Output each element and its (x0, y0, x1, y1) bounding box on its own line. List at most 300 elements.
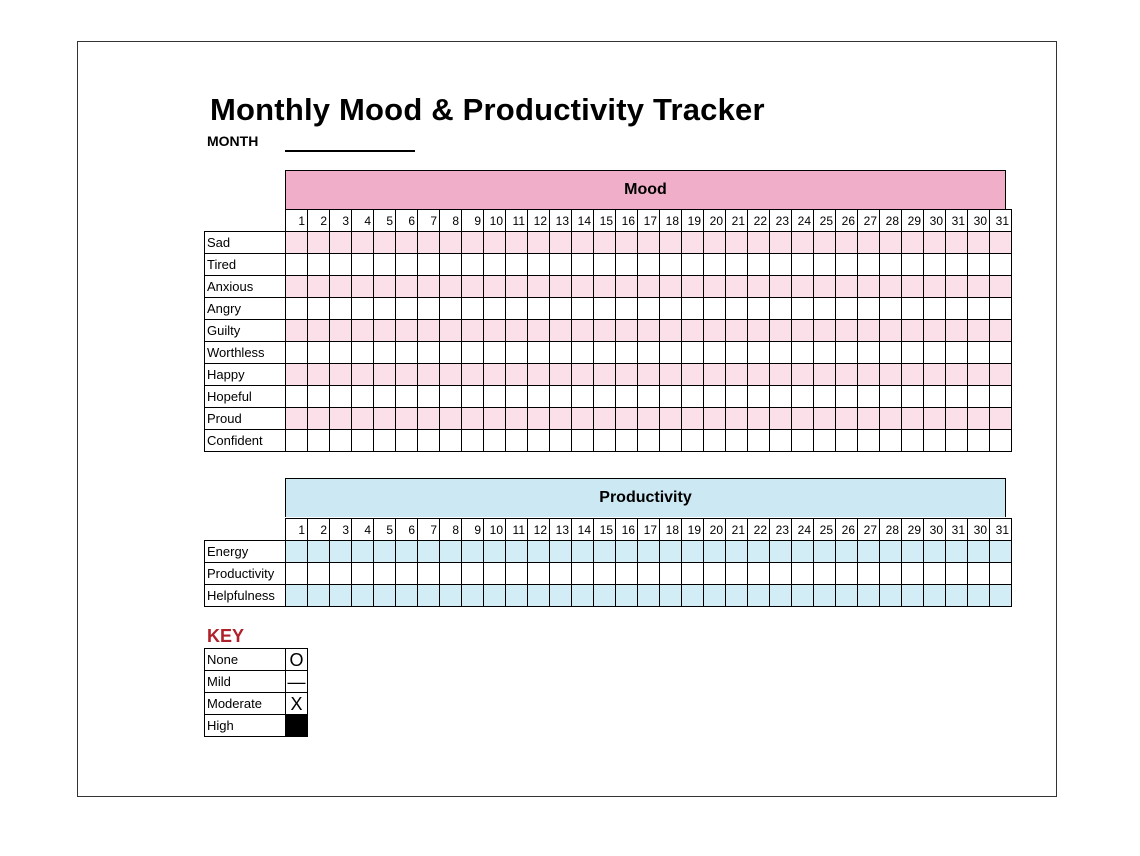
tracker-cell[interactable] (572, 386, 594, 408)
tracker-cell[interactable] (352, 342, 374, 364)
tracker-cell[interactable] (374, 563, 396, 585)
tracker-cell[interactable] (528, 541, 550, 563)
tracker-cell[interactable] (924, 276, 946, 298)
tracker-cell[interactable] (792, 585, 814, 607)
tracker-cell[interactable] (968, 364, 990, 386)
tracker-cell[interactable] (286, 430, 308, 452)
tracker-cell[interactable] (418, 585, 440, 607)
tracker-cell[interactable] (308, 298, 330, 320)
tracker-cell[interactable] (550, 342, 572, 364)
tracker-cell[interactable] (352, 408, 374, 430)
tracker-cell[interactable] (308, 232, 330, 254)
tracker-cell[interactable] (462, 276, 484, 298)
tracker-cell[interactable] (506, 541, 528, 563)
tracker-cell[interactable] (814, 408, 836, 430)
tracker-cell[interactable] (770, 541, 792, 563)
tracker-cell[interactable] (968, 232, 990, 254)
tracker-cell[interactable] (418, 342, 440, 364)
tracker-cell[interactable] (968, 585, 990, 607)
tracker-cell[interactable] (704, 541, 726, 563)
tracker-cell[interactable] (418, 232, 440, 254)
tracker-cell[interactable] (528, 364, 550, 386)
tracker-cell[interactable] (550, 364, 572, 386)
tracker-cell[interactable] (814, 541, 836, 563)
tracker-cell[interactable] (748, 320, 770, 342)
tracker-cell[interactable] (638, 320, 660, 342)
tracker-cell[interactable] (396, 320, 418, 342)
tracker-cell[interactable] (286, 541, 308, 563)
tracker-cell[interactable] (682, 585, 704, 607)
tracker-cell[interactable] (836, 364, 858, 386)
tracker-cell[interactable] (550, 563, 572, 585)
tracker-cell[interactable] (880, 408, 902, 430)
tracker-cell[interactable] (792, 232, 814, 254)
tracker-cell[interactable] (682, 276, 704, 298)
tracker-cell[interactable] (660, 320, 682, 342)
tracker-cell[interactable] (704, 430, 726, 452)
tracker-cell[interactable] (770, 298, 792, 320)
tracker-cell[interactable] (550, 276, 572, 298)
tracker-cell[interactable] (572, 254, 594, 276)
tracker-cell[interactable] (418, 254, 440, 276)
tracker-cell[interactable] (616, 585, 638, 607)
tracker-cell[interactable] (616, 430, 638, 452)
tracker-cell[interactable] (880, 276, 902, 298)
tracker-cell[interactable] (682, 232, 704, 254)
tracker-cell[interactable] (814, 563, 836, 585)
tracker-cell[interactable] (704, 563, 726, 585)
tracker-cell[interactable] (880, 342, 902, 364)
tracker-cell[interactable] (528, 232, 550, 254)
tracker-cell[interactable] (550, 298, 572, 320)
tracker-cell[interactable] (440, 563, 462, 585)
tracker-cell[interactable] (594, 254, 616, 276)
tracker-cell[interactable] (396, 563, 418, 585)
tracker-cell[interactable] (616, 386, 638, 408)
tracker-cell[interactable] (660, 232, 682, 254)
tracker-cell[interactable] (352, 430, 374, 452)
tracker-cell[interactable] (968, 563, 990, 585)
tracker-cell[interactable] (660, 386, 682, 408)
tracker-cell[interactable] (286, 585, 308, 607)
tracker-cell[interactable] (990, 541, 1012, 563)
tracker-cell[interactable] (572, 430, 594, 452)
tracker-cell[interactable] (286, 276, 308, 298)
tracker-cell[interactable] (462, 563, 484, 585)
tracker-cell[interactable] (902, 254, 924, 276)
tracker-cell[interactable] (880, 232, 902, 254)
tracker-cell[interactable] (902, 430, 924, 452)
tracker-cell[interactable] (506, 408, 528, 430)
tracker-cell[interactable] (946, 430, 968, 452)
tracker-cell[interactable] (660, 585, 682, 607)
tracker-cell[interactable] (396, 430, 418, 452)
tracker-cell[interactable] (902, 276, 924, 298)
tracker-cell[interactable] (484, 254, 506, 276)
tracker-cell[interactable] (682, 254, 704, 276)
tracker-cell[interactable] (726, 276, 748, 298)
tracker-cell[interactable] (748, 386, 770, 408)
tracker-cell[interactable] (330, 585, 352, 607)
tracker-cell[interactable] (770, 342, 792, 364)
tracker-cell[interactable] (616, 276, 638, 298)
tracker-cell[interactable] (308, 320, 330, 342)
tracker-cell[interactable] (572, 563, 594, 585)
tracker-cell[interactable] (946, 386, 968, 408)
tracker-cell[interactable] (462, 541, 484, 563)
tracker-cell[interactable] (858, 430, 880, 452)
tracker-cell[interactable] (990, 232, 1012, 254)
tracker-cell[interactable] (792, 320, 814, 342)
tracker-cell[interactable] (550, 232, 572, 254)
tracker-cell[interactable] (770, 276, 792, 298)
tracker-cell[interactable] (858, 320, 880, 342)
tracker-cell[interactable] (396, 364, 418, 386)
tracker-cell[interactable] (352, 232, 374, 254)
tracker-cell[interactable] (330, 386, 352, 408)
tracker-cell[interactable] (726, 563, 748, 585)
tracker-cell[interactable] (704, 232, 726, 254)
tracker-cell[interactable] (528, 342, 550, 364)
tracker-cell[interactable] (968, 342, 990, 364)
tracker-cell[interactable] (880, 430, 902, 452)
tracker-cell[interactable] (352, 541, 374, 563)
tracker-cell[interactable] (440, 298, 462, 320)
tracker-cell[interactable] (924, 254, 946, 276)
tracker-cell[interactable] (858, 276, 880, 298)
tracker-cell[interactable] (726, 364, 748, 386)
tracker-cell[interactable] (858, 541, 880, 563)
tracker-cell[interactable] (572, 408, 594, 430)
tracker-cell[interactable] (770, 430, 792, 452)
tracker-cell[interactable] (946, 364, 968, 386)
tracker-cell[interactable] (792, 276, 814, 298)
tracker-cell[interactable] (484, 364, 506, 386)
tracker-cell[interactable] (836, 386, 858, 408)
tracker-cell[interactable] (660, 541, 682, 563)
tracker-cell[interactable] (924, 408, 946, 430)
tracker-cell[interactable] (902, 298, 924, 320)
tracker-cell[interactable] (330, 364, 352, 386)
tracker-cell[interactable] (814, 364, 836, 386)
tracker-cell[interactable] (726, 254, 748, 276)
tracker-cell[interactable] (462, 364, 484, 386)
tracker-cell[interactable] (836, 342, 858, 364)
tracker-cell[interactable] (682, 408, 704, 430)
tracker-cell[interactable] (814, 430, 836, 452)
tracker-cell[interactable] (506, 430, 528, 452)
tracker-cell[interactable] (374, 276, 396, 298)
tracker-cell[interactable] (616, 342, 638, 364)
tracker-cell[interactable] (484, 430, 506, 452)
tracker-cell[interactable] (638, 254, 660, 276)
tracker-cell[interactable] (836, 541, 858, 563)
tracker-cell[interactable] (858, 563, 880, 585)
tracker-cell[interactable] (770, 320, 792, 342)
tracker-cell[interactable] (550, 430, 572, 452)
tracker-cell[interactable] (462, 320, 484, 342)
tracker-cell[interactable] (550, 320, 572, 342)
tracker-cell[interactable] (682, 364, 704, 386)
tracker-cell[interactable] (726, 386, 748, 408)
tracker-cell[interactable] (858, 254, 880, 276)
tracker-cell[interactable] (616, 408, 638, 430)
tracker-cell[interactable] (594, 430, 616, 452)
month-input-line[interactable] (285, 150, 415, 152)
tracker-cell[interactable] (352, 298, 374, 320)
tracker-cell[interactable] (924, 430, 946, 452)
tracker-cell[interactable] (396, 585, 418, 607)
tracker-cell[interactable] (792, 408, 814, 430)
tracker-cell[interactable] (858, 232, 880, 254)
tracker-cell[interactable] (770, 232, 792, 254)
tracker-cell[interactable] (748, 254, 770, 276)
tracker-cell[interactable] (836, 585, 858, 607)
tracker-cell[interactable] (924, 386, 946, 408)
tracker-cell[interactable] (396, 541, 418, 563)
tracker-cell[interactable] (506, 585, 528, 607)
tracker-cell[interactable] (726, 342, 748, 364)
tracker-cell[interactable] (990, 320, 1012, 342)
tracker-cell[interactable] (770, 585, 792, 607)
tracker-cell[interactable] (726, 408, 748, 430)
tracker-cell[interactable] (440, 232, 462, 254)
tracker-cell[interactable] (550, 254, 572, 276)
tracker-cell[interactable] (968, 386, 990, 408)
tracker-cell[interactable] (924, 364, 946, 386)
tracker-cell[interactable] (418, 408, 440, 430)
tracker-cell[interactable] (374, 320, 396, 342)
tracker-cell[interactable] (484, 298, 506, 320)
tracker-cell[interactable] (924, 342, 946, 364)
tracker-cell[interactable] (660, 408, 682, 430)
tracker-cell[interactable] (418, 386, 440, 408)
tracker-cell[interactable] (990, 585, 1012, 607)
tracker-cell[interactable] (946, 342, 968, 364)
tracker-cell[interactable] (902, 364, 924, 386)
tracker-cell[interactable] (440, 430, 462, 452)
tracker-cell[interactable] (528, 585, 550, 607)
tracker-cell[interactable] (462, 386, 484, 408)
tracker-cell[interactable] (440, 541, 462, 563)
tracker-cell[interactable] (792, 298, 814, 320)
tracker-cell[interactable] (946, 232, 968, 254)
tracker-cell[interactable] (528, 254, 550, 276)
tracker-cell[interactable] (638, 298, 660, 320)
tracker-cell[interactable] (638, 232, 660, 254)
tracker-cell[interactable] (836, 563, 858, 585)
tracker-cell[interactable] (770, 563, 792, 585)
tracker-cell[interactable] (704, 276, 726, 298)
tracker-cell[interactable] (506, 320, 528, 342)
tracker-cell[interactable] (418, 541, 440, 563)
tracker-cell[interactable] (374, 298, 396, 320)
tracker-cell[interactable] (374, 430, 396, 452)
tracker-cell[interactable] (704, 320, 726, 342)
tracker-cell[interactable] (682, 342, 704, 364)
tracker-cell[interactable] (374, 232, 396, 254)
tracker-cell[interactable] (352, 563, 374, 585)
tracker-cell[interactable] (352, 254, 374, 276)
tracker-cell[interactable] (858, 585, 880, 607)
tracker-cell[interactable] (330, 232, 352, 254)
tracker-cell[interactable] (704, 298, 726, 320)
tracker-cell[interactable] (814, 232, 836, 254)
tracker-cell[interactable] (550, 408, 572, 430)
tracker-cell[interactable] (616, 320, 638, 342)
tracker-cell[interactable] (770, 408, 792, 430)
tracker-cell[interactable] (286, 298, 308, 320)
tracker-cell[interactable] (418, 276, 440, 298)
tracker-cell[interactable] (308, 276, 330, 298)
tracker-cell[interactable] (286, 386, 308, 408)
tracker-cell[interactable] (792, 430, 814, 452)
tracker-cell[interactable] (748, 585, 770, 607)
tracker-cell[interactable] (836, 298, 858, 320)
tracker-cell[interactable] (726, 232, 748, 254)
tracker-cell[interactable] (396, 386, 418, 408)
tracker-cell[interactable] (902, 563, 924, 585)
tracker-cell[interactable] (638, 585, 660, 607)
tracker-cell[interactable] (484, 232, 506, 254)
tracker-cell[interactable] (330, 408, 352, 430)
tracker-cell[interactable] (814, 276, 836, 298)
tracker-cell[interactable] (616, 298, 638, 320)
tracker-cell[interactable] (638, 408, 660, 430)
tracker-cell[interactable] (660, 276, 682, 298)
tracker-cell[interactable] (858, 364, 880, 386)
tracker-cell[interactable] (352, 364, 374, 386)
tracker-cell[interactable] (792, 563, 814, 585)
tracker-cell[interactable] (836, 320, 858, 342)
tracker-cell[interactable] (814, 298, 836, 320)
tracker-cell[interactable] (396, 342, 418, 364)
tracker-cell[interactable] (924, 232, 946, 254)
tracker-cell[interactable] (418, 563, 440, 585)
tracker-cell[interactable] (484, 276, 506, 298)
tracker-cell[interactable] (462, 408, 484, 430)
tracker-cell[interactable] (748, 298, 770, 320)
tracker-cell[interactable] (814, 342, 836, 364)
tracker-cell[interactable] (352, 320, 374, 342)
tracker-cell[interactable] (748, 563, 770, 585)
tracker-cell[interactable] (902, 342, 924, 364)
tracker-cell[interactable] (946, 276, 968, 298)
tracker-cell[interactable] (330, 254, 352, 276)
tracker-cell[interactable] (462, 342, 484, 364)
tracker-cell[interactable] (990, 386, 1012, 408)
tracker-cell[interactable] (616, 232, 638, 254)
tracker-cell[interactable] (572, 276, 594, 298)
tracker-cell[interactable] (638, 364, 660, 386)
tracker-cell[interactable] (924, 298, 946, 320)
tracker-cell[interactable] (792, 541, 814, 563)
tracker-cell[interactable] (682, 430, 704, 452)
tracker-cell[interactable] (902, 585, 924, 607)
tracker-cell[interactable] (462, 430, 484, 452)
tracker-cell[interactable] (924, 541, 946, 563)
tracker-cell[interactable] (594, 408, 616, 430)
tracker-cell[interactable] (330, 298, 352, 320)
tracker-cell[interactable] (704, 254, 726, 276)
tracker-cell[interactable] (374, 386, 396, 408)
tracker-cell[interactable] (286, 408, 308, 430)
tracker-cell[interactable] (462, 298, 484, 320)
tracker-cell[interactable] (418, 320, 440, 342)
tracker-cell[interactable] (440, 364, 462, 386)
tracker-cell[interactable] (308, 585, 330, 607)
tracker-cell[interactable] (990, 298, 1012, 320)
tracker-cell[interactable] (286, 232, 308, 254)
tracker-cell[interactable] (286, 563, 308, 585)
tracker-cell[interactable] (836, 276, 858, 298)
tracker-cell[interactable] (374, 254, 396, 276)
tracker-cell[interactable] (880, 254, 902, 276)
tracker-cell[interactable] (572, 541, 594, 563)
tracker-cell[interactable] (880, 320, 902, 342)
tracker-cell[interactable] (484, 342, 506, 364)
tracker-cell[interactable] (594, 298, 616, 320)
tracker-cell[interactable] (484, 408, 506, 430)
tracker-cell[interactable] (528, 298, 550, 320)
tracker-cell[interactable] (792, 342, 814, 364)
tracker-cell[interactable] (946, 585, 968, 607)
tracker-cell[interactable] (396, 276, 418, 298)
tracker-cell[interactable] (594, 386, 616, 408)
tracker-cell[interactable] (308, 408, 330, 430)
tracker-cell[interactable] (308, 254, 330, 276)
tracker-cell[interactable] (902, 232, 924, 254)
tracker-cell[interactable] (880, 563, 902, 585)
tracker-cell[interactable] (880, 386, 902, 408)
tracker-cell[interactable] (594, 276, 616, 298)
tracker-cell[interactable] (990, 563, 1012, 585)
tracker-cell[interactable] (484, 541, 506, 563)
tracker-cell[interactable] (682, 386, 704, 408)
tracker-cell[interactable] (440, 386, 462, 408)
tracker-cell[interactable] (506, 298, 528, 320)
tracker-cell[interactable] (682, 298, 704, 320)
tracker-cell[interactable] (660, 563, 682, 585)
tracker-cell[interactable] (836, 254, 858, 276)
tracker-cell[interactable] (748, 232, 770, 254)
tracker-cell[interactable] (638, 276, 660, 298)
tracker-cell[interactable] (286, 254, 308, 276)
tracker-cell[interactable] (594, 541, 616, 563)
tracker-cell[interactable] (858, 298, 880, 320)
tracker-cell[interactable] (440, 254, 462, 276)
tracker-cell[interactable] (440, 276, 462, 298)
tracker-cell[interactable] (396, 232, 418, 254)
tracker-cell[interactable] (968, 541, 990, 563)
tracker-cell[interactable] (396, 298, 418, 320)
tracker-cell[interactable] (792, 364, 814, 386)
tracker-cell[interactable] (748, 541, 770, 563)
tracker-cell[interactable] (308, 563, 330, 585)
tracker-cell[interactable] (748, 342, 770, 364)
tracker-cell[interactable] (682, 563, 704, 585)
tracker-cell[interactable] (968, 430, 990, 452)
tracker-cell[interactable] (506, 342, 528, 364)
tracker-cell[interactable] (506, 254, 528, 276)
tracker-cell[interactable] (418, 298, 440, 320)
tracker-cell[interactable] (968, 298, 990, 320)
tracker-cell[interactable] (330, 563, 352, 585)
tracker-cell[interactable] (330, 541, 352, 563)
tracker-cell[interactable] (704, 342, 726, 364)
tracker-cell[interactable] (550, 585, 572, 607)
tracker-cell[interactable] (594, 364, 616, 386)
